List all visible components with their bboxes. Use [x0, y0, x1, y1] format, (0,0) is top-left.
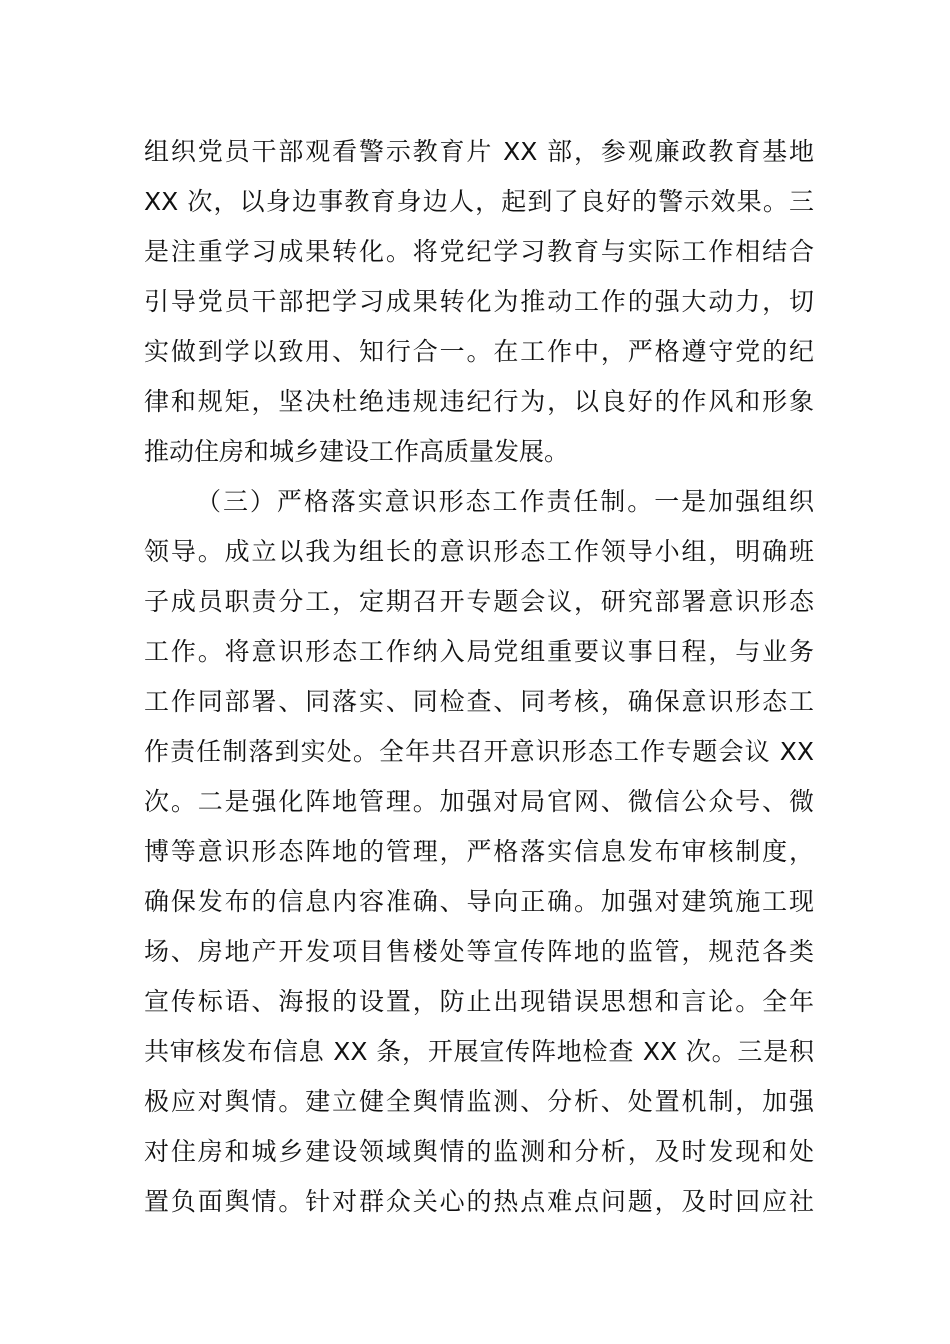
text-line: 推动住房和城乡建设工作高质量发展。 — [144, 437, 570, 466]
text-line: 是注重学习成果转化。将党纪学习教育与实际工作相结合 — [144, 237, 814, 266]
text-line: 作责任制落到实处。全年共召开意识形态工作专题会议 XX — [144, 737, 814, 766]
text-line: 引导党员干部把学习成果转化为推动工作的强大动力，切 — [144, 287, 814, 316]
text-line: 宣传标语、海报的设置，防止出现错误思想和言论。全年 — [144, 987, 814, 1016]
text-line: 确保发布的信息内容准确、导向正确。加强对建筑施工现 — [144, 887, 814, 916]
text-line: 领导。成立以我为组长的意识形态工作领导小组，明确班 — [144, 537, 814, 566]
text-line: 置负面舆情。针对群众关心的热点难点问题，及时回应社 — [144, 1187, 814, 1216]
text-line: 工作同部署、同落实、同检查、同考核，确保意识形态工 — [144, 687, 814, 716]
text-line: 极应对舆情。建立健全舆情监测、分析、处置机制，加强 — [144, 1087, 814, 1116]
text-line: 次。二是强化阵地管理。加强对局官网、微信公众号、微 — [144, 787, 814, 816]
text-line: 子成员职责分工，定期召开专题会议，研究部署意识形态 — [144, 587, 814, 616]
text-line: 场、房地产开发项目售楼处等宣传阵地的监管，规范各类 — [144, 937, 814, 966]
body-text — [144, 127, 814, 1227]
text-line: 组织党员干部观看警示教育片 XX 部，参观廉政教育基地 — [144, 137, 814, 166]
text-line: 共审核发布信息 XX 条，开展宣传阵地检查 XX 次。三是积 — [144, 1037, 814, 1066]
text-line: 博等意识形态阵地的管理，严格落实信息发布审核制度， — [144, 837, 814, 866]
section-heading-line: （三）严格落实意识形态工作责任制。一是加强组织 — [196, 487, 814, 516]
text-line: 律和规矩，坚决杜绝违规违纪行为，以良好的作风和形象 — [144, 387, 814, 416]
text-line: 对住房和城乡建设领域舆情的监测和分析，及时发现和处 — [144, 1137, 814, 1166]
text-line: XX 次，以身边事教育身边人，起到了良好的警示效果。三 — [144, 187, 814, 216]
text-line: 工作。将意识形态工作纳入局党组重要议事日程，与业务 — [144, 637, 814, 666]
text-line: 实做到学以致用、知行合一。在工作中，严格遵守党的纪 — [144, 337, 814, 366]
